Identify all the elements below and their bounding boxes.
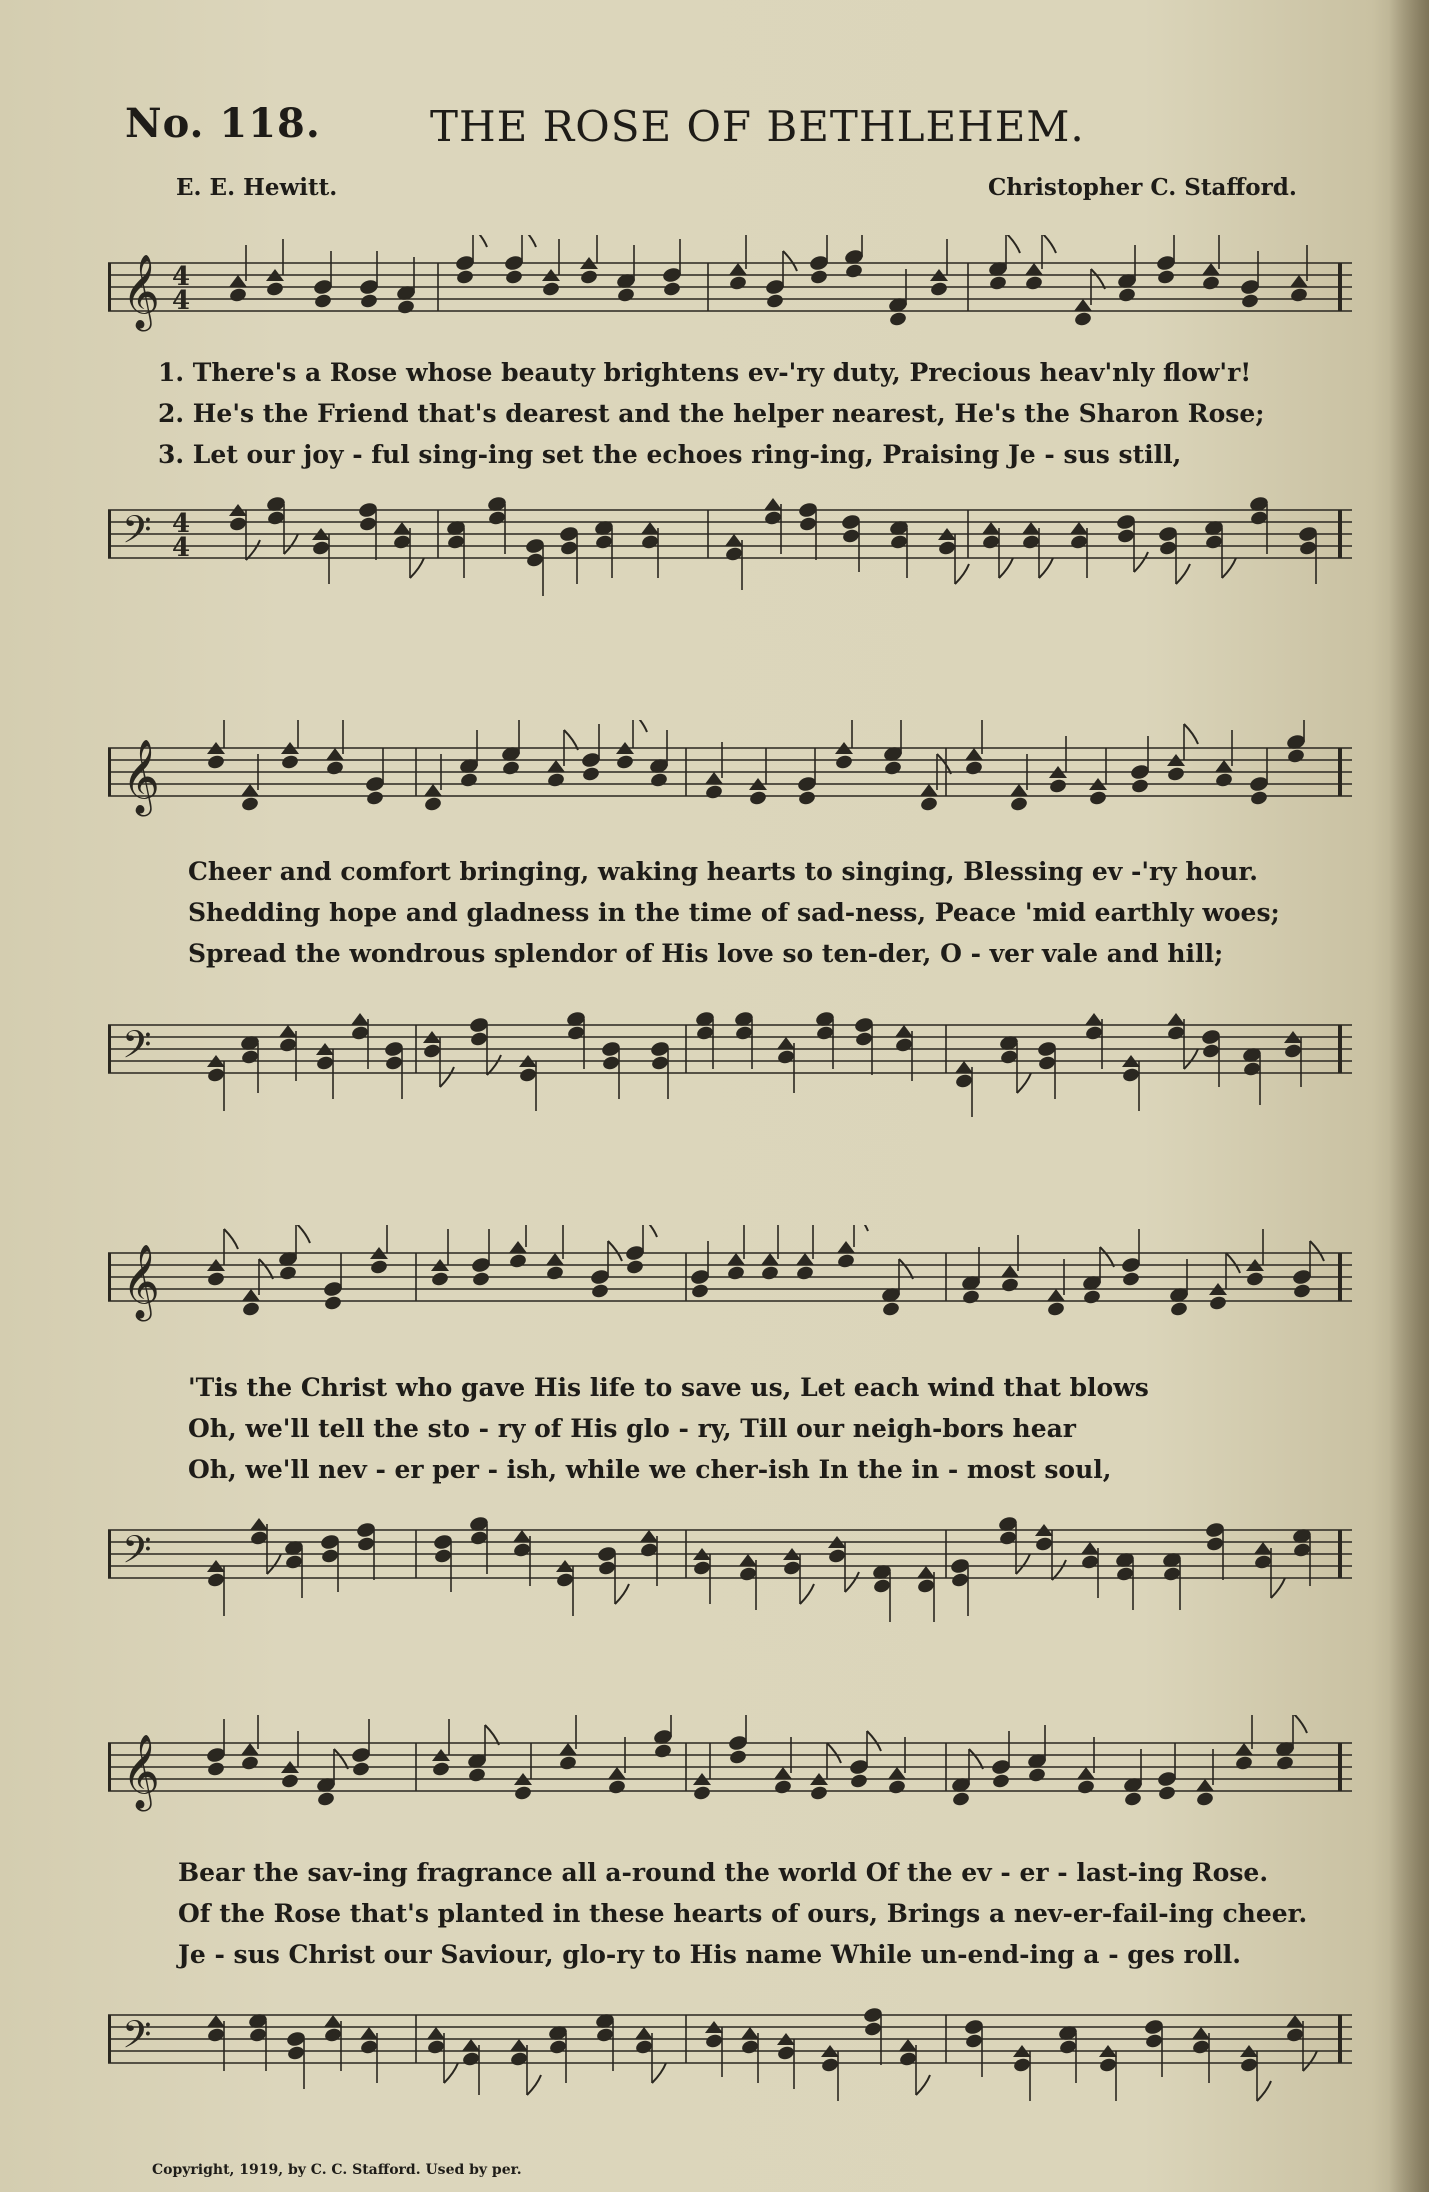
time-signature-bottom: 4 — [172, 286, 191, 316]
hymn-number: No. 118. — [125, 100, 321, 147]
lyric-verse-3: Spread the wondrous splendor of His love so ten-der, O - ver vale and hill; — [188, 939, 1224, 968]
treble-clef-icon: 𝄞 — [122, 1245, 160, 1319]
lyrics-block — [178, 1853, 1307, 1976]
treble-staff — [108, 720, 1360, 840]
bass-staff — [108, 480, 1360, 620]
lyrics-block — [188, 1368, 1149, 1491]
lyric-verse-1: Bear the sav-ing fragrance all a-round the world Of the ev - er - last-ing Rose. — [178, 1858, 1269, 1887]
lyric-verse-1: 1. There's a Rose whose beauty brightens ev-'ry duty, Precious heav'nly flow'r! — [158, 358, 1252, 387]
bass-clef-icon: 𝄢 — [122, 1022, 152, 1076]
treble-clef-icon: 𝄞 — [122, 1735, 160, 1809]
bass-clef-icon: 𝄢 — [122, 507, 152, 561]
hymn-header — [125, 100, 1325, 160]
treble-staff — [108, 1225, 1360, 1345]
lyric-verse-2: Oh, we'll tell the sto - ry of His glo - ry, Till our neigh-bors hear — [188, 1414, 1076, 1443]
time-signature-top: 4 — [172, 262, 191, 292]
lyric-verse-2: 2. He's the Friend that's dearest and the helper nearest, He's the Sharon Rose; — [158, 399, 1265, 428]
lyric-verse-3: Oh, we'll nev - er per - ish, while we cher-ish In the in - most soul, — [188, 1455, 1112, 1484]
lyrics-block — [188, 852, 1280, 975]
lyric-verse-3: Je - sus Christ our Saviour, glo-ry to His name While un-end-ing a - ges roll. — [178, 1940, 1241, 1969]
lyric-verse-1: Cheer and comfort bringing, waking hearts to singing, Blessing ev -'ry hour. — [188, 857, 1258, 886]
music-system-4 — [108, 1705, 1360, 2145]
bass-staff — [108, 1985, 1360, 2125]
music-system-3 — [108, 1200, 1360, 1600]
treble-staff — [108, 235, 1360, 355]
bass-clef-icon: 𝄢 — [122, 2012, 152, 2066]
time-signature-top: 4 — [172, 509, 191, 539]
lyric-verse-3: 3. Let our joy - ful sing-ing set the echoes ring-ing, Praising Je - sus still, — [158, 440, 1182, 469]
copyright-notice: Copyright, 1919, by C. C. Stafford. Used by per. — [152, 2162, 522, 2178]
composer-credit: Christopher C. Stafford. — [988, 174, 1297, 201]
music-system-1 — [108, 225, 1360, 605]
treble-staff — [108, 1715, 1360, 1835]
treble-clef-icon: 𝄞 — [122, 740, 160, 814]
bass-staff — [108, 1500, 1360, 1640]
bass-clef-icon: 𝄢 — [122, 1527, 152, 1581]
music-system-2 — [108, 710, 1360, 1110]
page-spine-shadow — [1389, 0, 1429, 2192]
lyric-verse-2: Of the Rose that's planted in these hearts of ours, Brings a nev-er-fail-ing cheer. — [178, 1899, 1308, 1928]
lyricist-credit: E. E. Hewitt. — [176, 174, 338, 201]
lyrics-block — [158, 353, 1264, 476]
lyric-verse-1: 'Tis the Christ who gave His life to save us, Let each wind that blows — [188, 1373, 1149, 1402]
hymn-title: THE ROSE OF BETHLEHEM. — [430, 102, 1085, 151]
bass-staff — [108, 995, 1360, 1135]
time-signature-bottom: 4 — [172, 533, 191, 563]
treble-clef-icon: 𝄞 — [122, 255, 160, 329]
lyric-verse-2: Shedding hope and gladness in the time of sad-ness, Peace 'mid earthly woes; — [188, 898, 1280, 927]
